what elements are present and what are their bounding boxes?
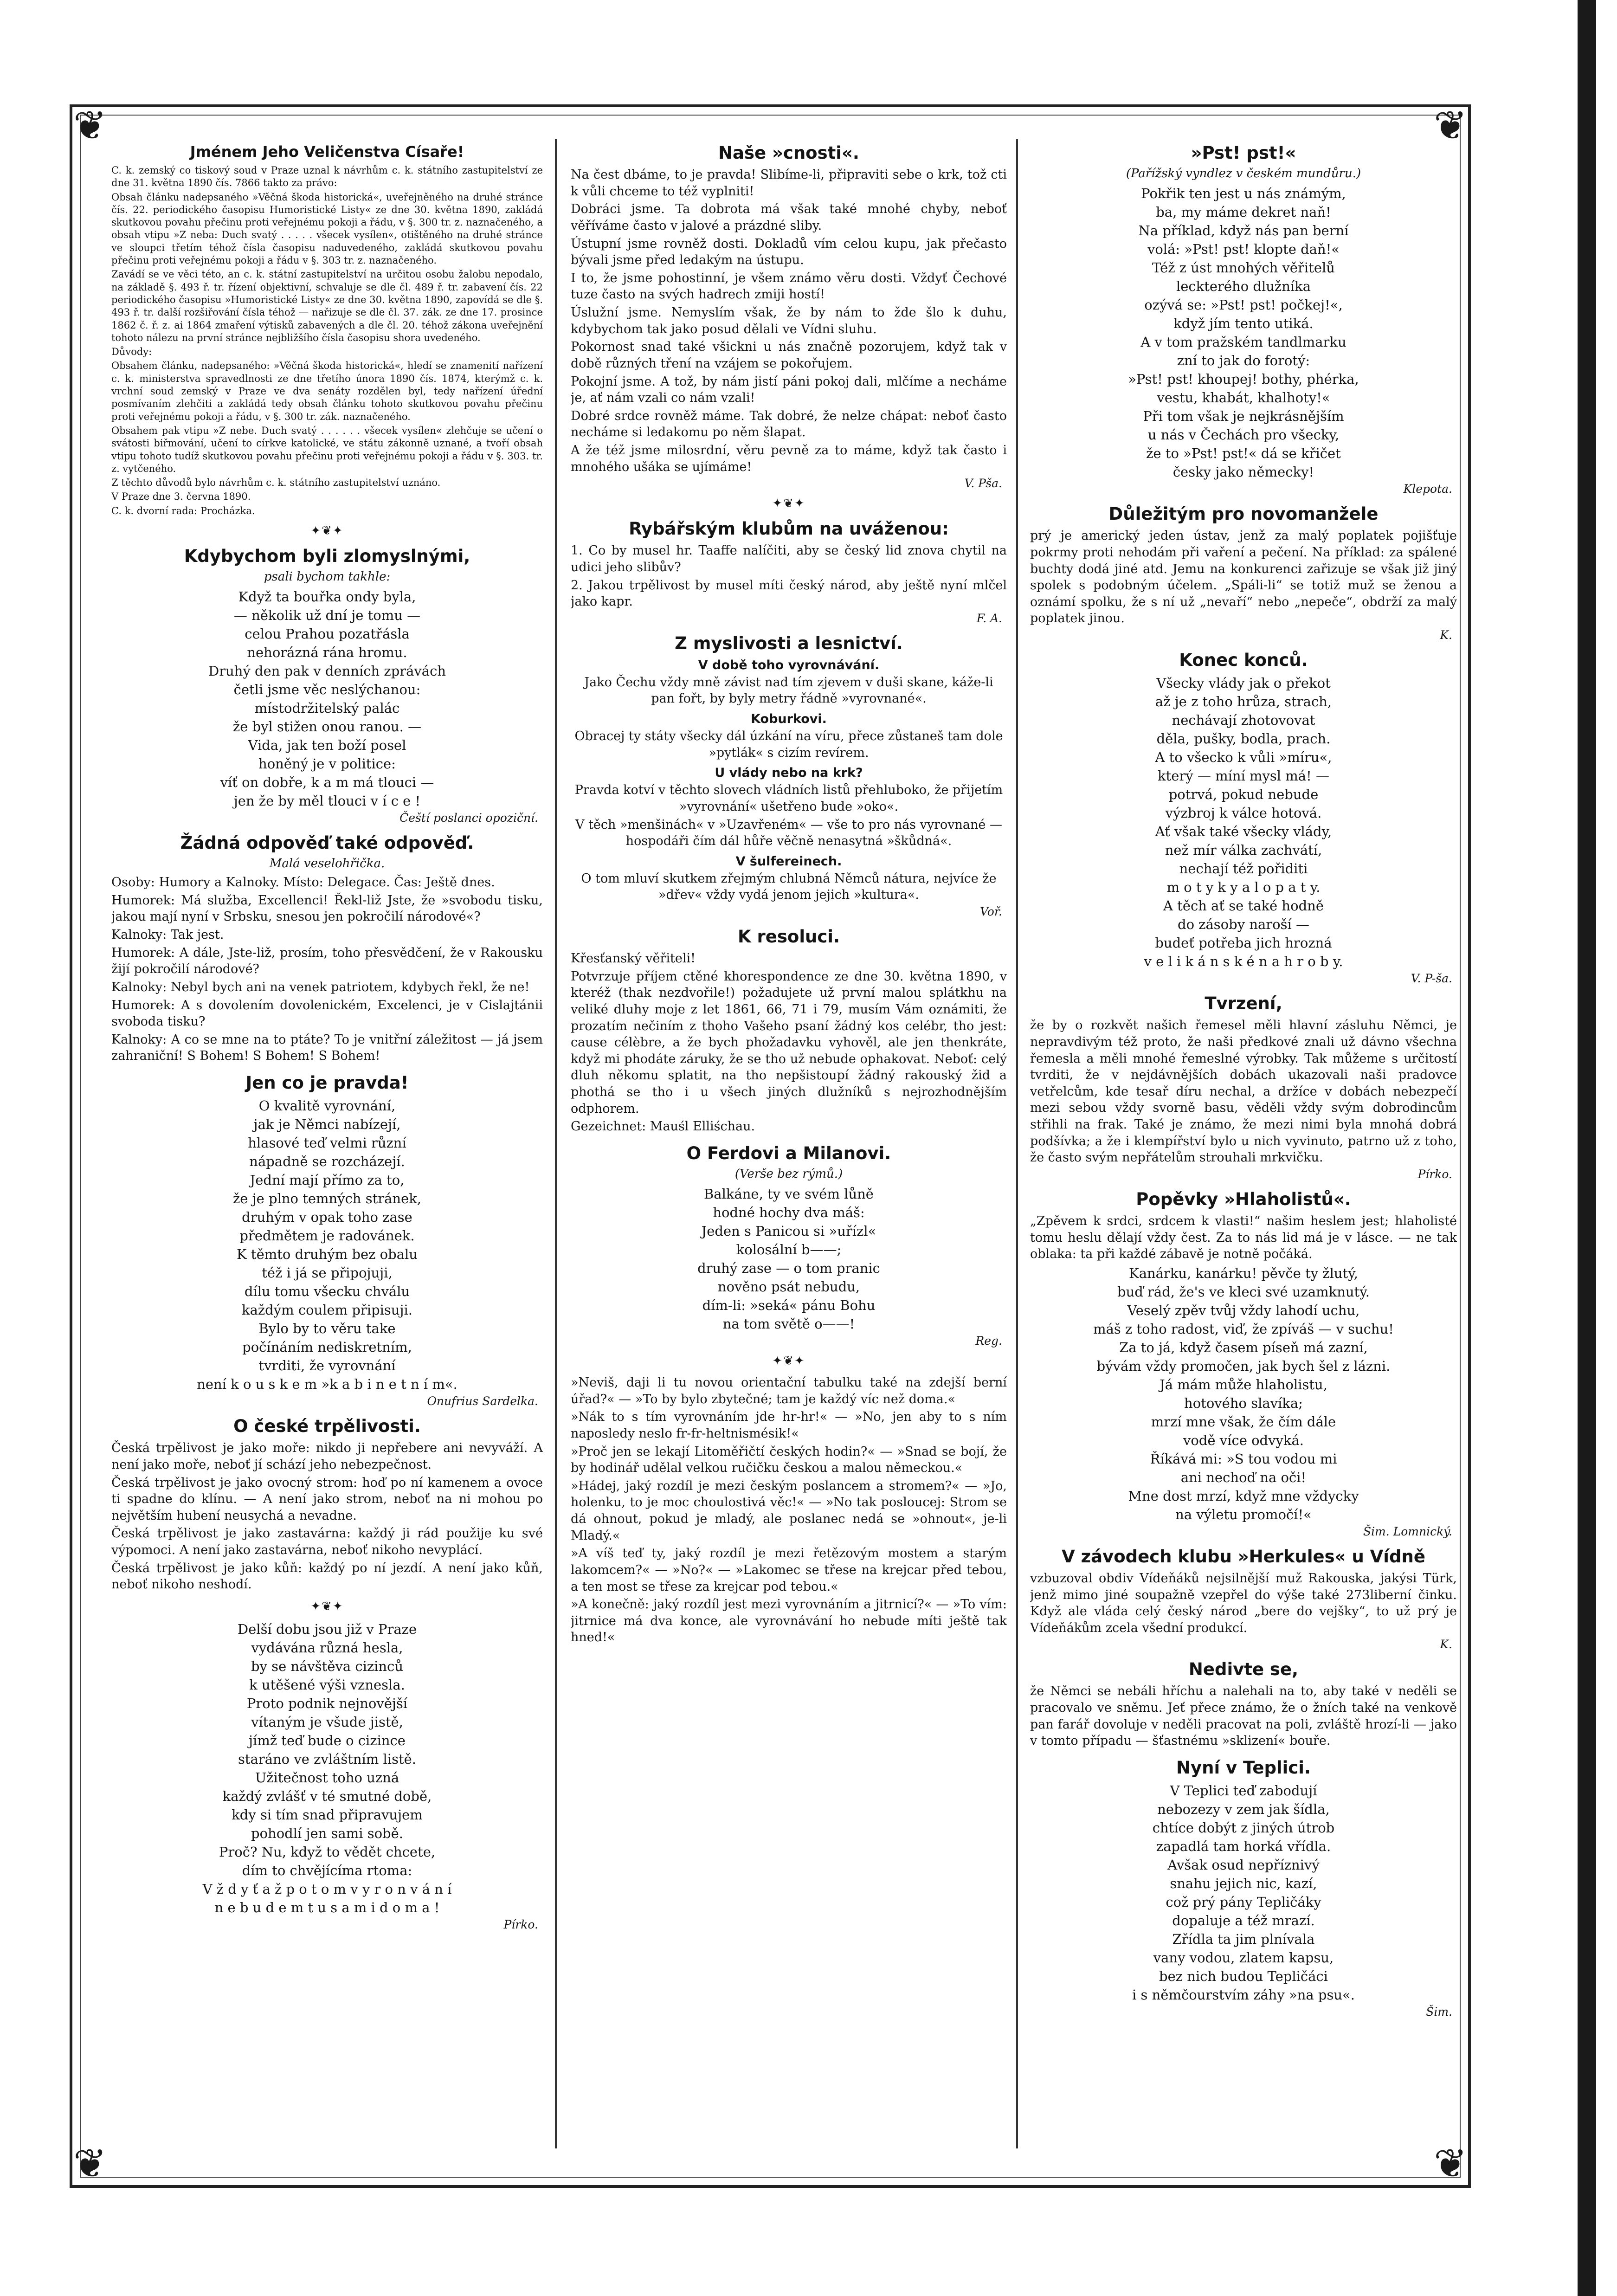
verse-line: Též z úst mnohých věřitelů	[1152, 260, 1335, 276]
article-paragraph: Česká trpělivost je jako zastavárna: každý ji rád použije ku své výpomoci. A není jako zastavárna, neboť nikoho nevyplácí.	[111, 1526, 543, 1558]
article-title: Z myslivosti a lesnictví.	[675, 633, 903, 653]
verse-line: bývám vždy promočen, jak bych šel z lázni.	[1096, 1358, 1391, 1374]
verse-line: že je plno temných stránek,	[232, 1191, 422, 1207]
article-body	[571, 542, 1007, 610]
article-title: Tvrzení,	[1205, 993, 1282, 1014]
article-signature: Šim.	[1426, 2005, 1452, 2019]
verse-paragraph: O tom mluví skutkem zřejmým chlubná Němců nátura, nejvíce že »dřev« vždy vydá jenom jejich »kultura«.	[581, 871, 997, 903]
verse-line: zapadlá tam horká vřídla.	[1156, 1838, 1331, 1855]
verse-line: leckterého dlužníka	[1176, 278, 1311, 295]
column-3	[1030, 135, 1457, 2172]
separator-ornament: ✦❦✦	[772, 1354, 805, 1368]
verse-line: honěný je v politice:	[258, 756, 396, 772]
verse-line: Já mám může hlaholistu,	[1160, 1376, 1327, 1393]
verse-line: celou Prahou pozatřásla	[245, 626, 410, 642]
verse-line: výzbroj k válce hotová.	[1165, 805, 1322, 821]
verse-line: Mne dost mrzí, když mne vždycky	[1128, 1488, 1359, 1504]
article-signature: V. Pša.	[964, 477, 1002, 490]
verse-line: Jeden s Panicou si »uřízl«	[701, 1223, 876, 1239]
verse-line: Proč? Nu, když to vědět chcete,	[219, 1844, 436, 1860]
verse-line: tvrditi, že vyrovnání	[258, 1358, 396, 1374]
article-signature: Reg.	[975, 1334, 1002, 1348]
verse-line: dím to chvějícíma rtoma:	[242, 1863, 412, 1879]
verse-line: jen že by měl tlouci v í c e !	[233, 793, 421, 809]
article-paragraph: Česká trpělivost je jako moře: nikdo ji nepřebere ani nevyváží. A není jako moře, neboť jí schází jeho nebezpečnost.	[111, 1441, 543, 1472]
verse-line: mrzí mne však, že čím dále	[1151, 1413, 1336, 1430]
corner-ornament-bottom-left: ❦	[73, 2141, 107, 2187]
verse-paragraph: Na čest dbáme, to je pravda! Slibíme-li, připraviti sebe o krk, tož cti k vůli chceme to též vyplniti!	[571, 168, 1007, 199]
verse-line: hotového slavíka;	[1184, 1395, 1303, 1411]
verse-line: buď rád, že's ve kleci své uzamknutý.	[1117, 1283, 1370, 1300]
separator-ornament: ✦❦✦	[772, 497, 805, 511]
article-paragraph: Česká trpělivost je jako kůň: každý po ní jezdí. A není jako kůň, neboť nikoho neshodí.	[111, 1561, 543, 1592]
verdict-paragraph: C. k. zemský co tiskový soud v Praze uznal k návrhům c. k. státního zastupitelství ze dne 31. května 1890 čís. 7866 takto za právo:	[111, 165, 543, 189]
verse-paragraph: A že též jsme milosrdní, věru pevně za to máme, když tak často i mnohého ušáka se ujímáme!	[571, 443, 1007, 474]
verse-line: Druhý den pak v denních zprávách	[208, 663, 446, 679]
article-signature: V. P-ša.	[1411, 972, 1452, 986]
verse-line: každý zvlášť v té smutné době,	[222, 1788, 432, 1805]
poem-verse	[571, 1185, 1007, 1333]
verse-paragraph: V těch »menšinách« v »Uzavřeném« — vše to pro nás vyrovnané — hospodáři čím dál hůře věčně nenasytná »škůdná«.	[575, 817, 1002, 849]
verse-paragraph: Jako Čechu vždy mně závist nad tím zjevem v duši skane, káže-li pan fořt, by byly metry řádně »vyrovnané«.	[584, 675, 993, 706]
verse-line: vítaným je všude jistě,	[251, 1714, 403, 1730]
verse-line: na výletu promočí!«	[1175, 1506, 1312, 1522]
verse-line: nebozezy v zem jak šídla,	[1157, 1801, 1330, 1817]
court-verdict-body	[111, 164, 543, 517]
verdict-paragraph: V Praze dne 3. června 1890.	[111, 491, 251, 503]
article-signature: Klepota.	[1403, 482, 1452, 496]
article-body	[571, 167, 1007, 475]
verse-line: Říkává mi: »S tou vodou mi	[1150, 1451, 1337, 1467]
verse-line: Za to já, když časem píseň má zazní,	[1119, 1339, 1368, 1355]
scan-edge-shadow	[1578, 0, 1596, 2296]
verse-line: Kanárku, kanárku! pěvče ty žlutý,	[1129, 1265, 1358, 1281]
poem-verse	[1030, 184, 1457, 481]
dialogue-line: Kalnoky: Nebyl bych ani na venek patriotem, kdybych řekl, že ne!	[111, 980, 530, 994]
verse-line: Bylo by to věru take	[258, 1321, 396, 1337]
corner-ornament-bottom-right: ❦	[1434, 2141, 1468, 2187]
verse-line: A těch ať se také hodně	[1163, 898, 1324, 914]
poem-verse	[1030, 1781, 1457, 2004]
joke-paragraph: »A víš teď ty, jaký rozdíl je mezi řetězovým mostem a starým lakomcem?« — »No?« — »Lakomec se třese na krejcar před tebou, a ten most se třese za krejcar pod tebou.«	[571, 1546, 1007, 1594]
article-subtitle: (Verše bez rýmů.)	[734, 1167, 843, 1181]
article-title: Rybářským klubům na uváženou:	[629, 519, 949, 539]
verse-line: Pokřik ten jest u nás známým,	[1141, 186, 1346, 201]
article-title: Naše »cnosti«.	[718, 143, 859, 163]
dialogue-body	[111, 874, 543, 1064]
verse-line: že byl stižen onou ranou. —	[232, 719, 422, 735]
article-paragraph: Křesťanský věřiteli!	[571, 951, 696, 966]
article-signature: Čeští poslanci opoziční.	[399, 811, 538, 825]
verse-line: ani nechoď na oči!	[1180, 1469, 1307, 1485]
verse-paragraph: Pokornost snad také všickni u nás značně pozorujem, když tak v době různých tření na vzájem se pokořujem.	[571, 340, 1007, 371]
article-title: V závodech klubu »Herkules« u Vídně	[1062, 1546, 1425, 1567]
verse-line: Když ta bouřka ondy byla,	[238, 589, 416, 605]
verse-line: vestu, khabát, khalhoty!«	[1157, 390, 1330, 406]
verse-line: nápadně se rozcházejí.	[249, 1154, 405, 1170]
verdict-paragraph: Obsahem článku, nadepsaného: »Věčná škoda historická«, hledí se znamenití nařízení c. k. ministerstva spravedlnosti ze dne třetího února 1890 čís. 1874, kterýmž c. k. vrchní soud zemský v Praze ve dva senáty rozdělen byl, tedy nařízení úřední posmívaním zlehčiti a zakládá tedy obsah článku tohoto skutkovou povahu přečinu proti veřejnému pokoji a řádu, v §. 300 tr. zák. naznačeného.	[111, 360, 543, 422]
poem-verse	[111, 587, 543, 810]
article-paragraph: 2. Jakou trpělivost by musel míti český národ, aby ještě nyní mlčel jako kapr.	[571, 578, 1007, 609]
article-body	[111, 1440, 543, 1593]
verdict-paragraph: Důvody:	[111, 346, 152, 358]
article-paragraph: Gezeichnet: Mauśl Elliśchau.	[571, 1119, 755, 1134]
article-title: O Ferdovi a Milanovi.	[686, 1143, 891, 1163]
verse-paragraph: Dobráci jsme. Ta dobrota má však také mnohé chyby, neboť věříváme často v jalové a prázdné sliby.	[571, 202, 1007, 233]
verse-line: jak je Němci nabízejí,	[253, 1116, 401, 1133]
article-title: Konec konců.	[1179, 650, 1308, 670]
verse-paragraph: Úslužní jsme. Nemyslím však, že by nám to žde šlo k duhu, kdybychom tak jako posud dělali ve Vídni sluhu.	[571, 305, 1007, 336]
verse-line: na tom světě o——!	[722, 1316, 855, 1332]
dialogue-line: Humorek: A s dovolením dovolenickém, Excelenci, je v Cislajtánii svoboda tisku?	[111, 998, 543, 1029]
verse-line: česky jako německy!	[1172, 464, 1314, 480]
verse-line: A to všecko k vůli »míru«,	[1155, 749, 1332, 766]
verse-line: by se návštěva cizinců	[251, 1658, 404, 1674]
verse-line: ba, my máme dekret naň!	[1156, 204, 1331, 220]
article-paragraph: 1. Co by musel hr. Taaffe nalíčiti, aby se český lid znova chytil na udici jeho slibův?	[571, 543, 1007, 574]
article-title: Kdybychom byli zlomyslnými,	[184, 546, 470, 567]
verse-line: A v tom pražském tandlmarku	[1140, 334, 1346, 350]
verse-paragraph: Pokojní jsme. A tož, by nám jistí páni pokoj dali, mlčíme a necháme je, ať nám vzali co nám vzali!	[571, 374, 1007, 406]
dialogue-line: Humorek: Má služba, Excellenci! Řekl-liž Jste, že »svobodu tisku, jakou mají nyní v Srbsku, snesou jen pokročilí národové«?	[111, 893, 543, 924]
verse-line: Zřídla ta jim plnívala	[1172, 1931, 1315, 1948]
verdict-paragraph: Zavádí se ve věci této, an c. k. státní zastupitelství na určitou osobu žalobu nepodalo, na základě §. 493 ř. tr. řízení objektivní, schvaluje se dle čl. 489 ř. tr. zabavení čís. 22 periodického časopisu »Humoristické Listy« ze dne 30. května 1890, zapovídá se dle §. 493 ř. tr. další rozšiřování čísla téhož — nařizuje se dle čl. 37. zák. ze dne 17. prosince 1862 č. ř. z. ai 1864 zmaření výtisků zabavených a dle čl. 20. téhož zákona uveřejnění tohoto nálezu na první stránce nejbližšího čísla časopisu shora uvedeného.	[111, 269, 543, 343]
verse-line: — několik už dní je tomu —	[233, 607, 421, 624]
verse-line: Při tom však je nejkrásnějším	[1143, 408, 1344, 425]
article-paragraph: Česká trpělivost je jako ovocný strom: hoď po ní kamenem a ovoce ti spadne do klínu. — A není jako strom, neboť na ni mohou po největším hubení neusychá a nevadne.	[111, 1475, 543, 1523]
verse-line: kolosální b——;	[736, 1241, 842, 1258]
article-body	[571, 950, 1007, 1135]
verse-line: což prý pány Tepličáky	[1166, 1894, 1321, 1910]
verse-line: vydávána různá hesla,	[251, 1639, 403, 1656]
article-title: Nedivte se,	[1188, 1659, 1299, 1680]
dialogue-line: Kalnoky: A co se mne na to ptáte? To je vnitřní záležitost — já jsem zahraniční! S Bohem! S Bohem! S Bohem!	[111, 1032, 543, 1064]
column-divider-1	[555, 139, 557, 2148]
joke-paragraph: »Nák to s tím vyrovnáním jde hr-hr!« — »No, jen aby to s ním naposledy neslo fr-fr-heltnismésik!«	[571, 1410, 1007, 1441]
verse-line: Proto podnik nejnovější	[246, 1696, 408, 1712]
verse-line: počínáním nediskretním,	[242, 1339, 412, 1355]
article-signature: F. A.	[976, 611, 1002, 625]
verse-paragraph: Ústupní jsme rovněž dosti. Dokladů vím celou kupu, jak přečasto bývali jsme před ledakým na ústupu.	[571, 236, 1007, 268]
joke-paragraph: »A konečně: jaký rozdíl jest mezi vyrovnáním a jitrnicí?« — »To vím: jitrnice má dva konce, ale vyrovnávání ho nebude míti ještě tak hned!«	[571, 1597, 1007, 1645]
verse-line: hlasové teď velmi různí	[248, 1135, 406, 1151]
corner-ornament-top-left: ❦	[73, 103, 107, 149]
article-subtitle: Malá veselohřička.	[269, 857, 385, 871]
verse-line: O kvalitě vyrovnání,	[258, 1098, 396, 1114]
corner-ornament-top-right: ❦	[1434, 103, 1468, 149]
verse-line: staráno ve zvláštním listě.	[238, 1751, 416, 1767]
article-title: Nyní v Teplici.	[1176, 1757, 1311, 1778]
verse-line: snahu jejich nic, kazí,	[1170, 1876, 1317, 1892]
verse-line: V ž d y ť a ž p o t o m v y r o n v á n í	[202, 1881, 452, 1897]
verse-line: chtíce dobýt z jiných útrob	[1152, 1820, 1335, 1836]
verse-line: též i já se připojuji,	[262, 1265, 393, 1281]
verse-line: Na příklad, když nás pan berní	[1138, 223, 1349, 239]
article-signature: Onufrius Sardelka.	[427, 1394, 538, 1408]
article-paragraph: Potvrzuje příjem ctěné khorespondence ze dne 30. května 1890, v kteréž (thak nezdvořile!) požadujete už první malou splátkhu na veliké dluhy moje z let 1861, 66, 71 i 79, musím Vám oznámiti, že prozatím nečiním z thoho Vašeho psaní žádný kos celébr, tho jest: cause célèbre, a že bych phožadavku vyhověl, ale jen thenkráte, když mi phodáte záruky, že se tho už nebude ophakovat. Neboť: celý dluh někomu splatit, na tho nepšistoupí žádný rakouský žid a phothá se tho i u všech jiných dlužníků s nejrozhodnějším odphorem.	[571, 969, 1007, 1116]
verse-line: i s němčourstvím záhy »na psu«.	[1132, 1987, 1355, 2003]
verse-line: Avšak osud nepříznivý	[1167, 1857, 1320, 1873]
verse-line: dím-li: »seká« pánu Bohu	[702, 1297, 876, 1313]
dialogue-line: Kalnoky: Tak jest.	[111, 928, 224, 942]
section-subheading: V době toho vyrovnávání.	[698, 658, 880, 672]
verse-line: m o t y k y a l o p a t y.	[1166, 879, 1321, 896]
verse-line: V Teplici teď zabodují	[1170, 1782, 1317, 1799]
verse-line: Balkáne, ty ve svém lůně	[704, 1186, 874, 1202]
verse-line: Delší dobu jsou již v Praze	[237, 1621, 417, 1637]
verse-line: nechávají zhotovovat	[1172, 712, 1315, 729]
verse-line: Vida, jak ten boží posel	[248, 737, 406, 754]
verse-line: n e b u d e m t u s a m i d o m a !	[214, 1900, 440, 1916]
verse-line: do zásoby naroší —	[1178, 916, 1309, 933]
article-paragraph: že Němci se nebáli hříchu a nalehali na to, aby také v neděli se pracovalo ve sněmu. Jeť přece známo, že o žních také na venkově pan farář dovoluje v neděli pracovat na poli, zvláště hrozí-li — jako v tomto případu — šťastnému »sklizení« bouře.	[1030, 1684, 1457, 1748]
article-paragraph: vzbuzoval obdiv Vídeňáků nejsilnější muž Rakouska, jakýsi Türk, jenž mimo jiné soupažně vzepřel do výše také 273liberní činku. Když ale vláda celý český národ „bere do vejšky“, to už prý je Vídeňákům zcela všední produkcí.	[1030, 1571, 1457, 1635]
article-subtitle: psali bychom takhle:	[264, 570, 391, 584]
verse-line: nověno psát nebudu,	[717, 1278, 860, 1295]
verse-line: bez nich budou Tepličáci	[1159, 1968, 1328, 1985]
verse-line: každým coulem připisuji.	[242, 1302, 412, 1318]
verse-line: druhým v opak toho zase	[242, 1209, 412, 1225]
verse-line: pohodlí jen sami sobě.	[251, 1825, 403, 1842]
verse-paragraph: Pravda kotví v těchto slovech vládních listů přehluboko, že přijetím »vyrovnání« ušetřeno bude »oko«.	[574, 783, 1003, 814]
jokes-body	[571, 1374, 1007, 1646]
separator-ornament: ✦❦✦	[310, 1599, 344, 1613]
poem-verse	[1030, 1264, 1457, 1375]
verse-line: vany vodou, zlatem kapsu,	[1153, 1950, 1334, 1966]
article-signature: Šim. Lomnický.	[1363, 1524, 1452, 1538]
verdict-paragraph: Z těchto důvodů bylo návrhům c. k. státního zastupitelství uznáno.	[111, 477, 441, 489]
verse-line: víť on dobře, k a m má tlouci —	[220, 774, 434, 791]
verse-line: v e l i k á n s k é n a h r o b y.	[1144, 954, 1343, 970]
article-title: O české trpělivosti.	[233, 1416, 421, 1437]
verse-line: není k o u s k e m »k a b i n e t n í m«.	[197, 1376, 457, 1393]
column-2	[571, 135, 1007, 2172]
verse-line: budeť potřeba jich hrozná	[1155, 935, 1332, 951]
verse-paragraph: Obracej ty státy všecky dál úzkání na víru, přece zůstaneš tam dole »pytlák« s cizím revírem.	[574, 729, 1003, 760]
article-paragraph: že by o rozkvět našich řemesel měli hlavní zásluhu Němci, je nepravdivým též proto, že naši předkové znali už dávno všechna řemesla a měli mnohé řemeslné výrobky. Tak můžeme s určitostí tvrditi, že v nejdávnějších dobách ukazovali naši pradovce vetřelcům, kde tesař díru nechal, a držíce v dobách nebezpečí mezi sebou vždy svorně basu, věděli vždy svým dobrodincům střihli na frak. Také je známo, že mezi nimi byla mnohá dobrá podšívka; a že i klempířství bylo u nich vyvinuto, patrno už z toho, že často svým nepřátelům strouhali mrkvičku.	[1030, 1018, 1457, 1165]
verse-line: dopaluje a též mrazí.	[1172, 1913, 1315, 1929]
verse-line: vodě více odvyká.	[1183, 1432, 1304, 1448]
article-signature: K.	[1440, 628, 1452, 642]
verse-line: ozývá se: »Pst! pst! počkej!«,	[1144, 297, 1343, 313]
column-1	[111, 135, 543, 2172]
verse-line: nehorázná rána hromu.	[247, 645, 407, 661]
verse-line: Užitečnost toho uzná	[255, 1770, 399, 1786]
poem-verse	[111, 1620, 543, 1917]
verse-line: až je z toho hrůza, strach,	[1155, 694, 1332, 710]
verse-line: nechají též pořiditi	[1179, 861, 1308, 877]
article-paragraph: „Zpěvem k srdci, srdcem k vlasti!“ našim heslem jest; hlaholisté tomu heslu dělají vždy čest. Za to nás lid má je v lásce. — ne tak oblaka: ta při každé zábavě je notně počáká.	[1030, 1213, 1457, 1262]
verse-line: Ať však také všecky vlády,	[1155, 824, 1332, 840]
verdict-paragraph: Obsahem pak vtipu »Z nebe. Duch svatý . . . . . . všecek vysílen« zlehčuje se učení o svátosti biřmování, učení to církve katolické, ve státu zákonně uznané, a tvoří obsah vtipu tohoto tudíž skutkovou povahu přečinu proti veřejnému pokoji a řádu v §. 303. tr. z. vytčeného.	[111, 425, 543, 474]
verse-line: Veselý zpěv tvůj vždy lahodí uchu,	[1127, 1302, 1360, 1318]
verse-line: zní to jak do forotý:	[1177, 353, 1310, 369]
verse-line: který — míní mysl má! —	[1158, 768, 1329, 784]
verse-line: místodržitelský palác	[254, 700, 400, 716]
verse-line: máš z toho radost, viď, že zpíváš — v suchu!	[1093, 1321, 1394, 1337]
verse-line: K těmto druhým bez obalu	[237, 1246, 418, 1263]
verse-line: hodné hochy dva máš:	[713, 1204, 865, 1220]
poem-verse	[1030, 674, 1457, 971]
joke-paragraph: »Proč jen se lekají Litoměřičtí českých hodin?« — »Snad se bojí, že by hodinář udělal velkou ručičku českou a malou německou.«	[571, 1444, 1007, 1476]
verse-line: než mír válka zachvátí,	[1165, 842, 1322, 858]
dialogue-line: Osoby: Humory a Kalnoky. Místo: Delegace. Čas: Ještě dnes.	[111, 875, 495, 890]
article-title: K resoluci.	[737, 927, 840, 947]
verdict-paragraph: C. k. dvorní rada: Procházka.	[111, 505, 255, 516]
section-subheading: V šulfereinech.	[735, 854, 842, 869]
verse-line: druhý zase — o tom pranic	[697, 1260, 880, 1276]
poem-verse	[1030, 1375, 1457, 1524]
article-signature: K.	[1440, 1638, 1452, 1651]
verse-line: četli jsme věc neslýchanou:	[233, 682, 421, 698]
verse-line: »Pst! pst! khoupej! bothy, phérka,	[1128, 371, 1359, 387]
verse-line: volá: »Pst! pst! klopte daň!«	[1147, 241, 1340, 258]
verse-line: Jední mají přímo za to,	[250, 1172, 405, 1188]
section-subheading: U vlády nebo na krk?	[715, 766, 863, 780]
verse-line: když jím tento utiká.	[1173, 316, 1314, 332]
dialogue-line: Humorek: A dále, Jste-liž, prosím, toho přesvědčení, že v Rakousku žijí pokročilí národové?	[111, 945, 543, 977]
verse-line: že to »Pst! pst!« dá se křičet	[1146, 445, 1341, 462]
verse-paragraph: Dobré srdce rovněž máme. Tak dobré, že nelze chápat: neboť často necháme si ledakomu po něm šlapat.	[571, 408, 1007, 440]
article-title: Popěvky »Hlaholistů«.	[1136, 1189, 1351, 1209]
section-subheading: Koburkovi.	[751, 712, 827, 726]
article-title: Žádná odpověď také odpověď.	[180, 833, 474, 853]
verse-line: potrvá, pokud nebude	[1168, 787, 1319, 803]
verse-line: u nás v Čechách pro všecky,	[1147, 427, 1340, 443]
court-verdict-title: Jménem Jeho Veličenstva Císaře!	[190, 143, 464, 161]
article-title: Jen co je pravda!	[245, 1073, 409, 1093]
article-subtitle: (Pařížský vyndlez v českém mundůru.)	[1126, 167, 1361, 181]
verse-line: děla, pušky, bodla, prach.	[1156, 731, 1331, 747]
verse-line: dílu tomu všecku chválu	[244, 1283, 410, 1300]
article-paragraph: prý je americký jeden ústav, jenž za malý poplatek pojišťuje pokrmy proti nehodám při vaření a pečení. Na příklad: za spálené buchty dodá jiné atd. Jemu na konkurenci zařizuje se však již jiný spolek s podobným účelem. „Spáli-li“ se totiž muž se ženou a oznámí spolku, že s ní už „nevaří“ nebo „nepeče“, obdrží za malý poplatek jinou.	[1030, 529, 1457, 626]
verse-line: kdy si tím snad připravujem	[232, 1807, 423, 1823]
article-signature: Pírko.	[1417, 1167, 1452, 1181]
article-title: »Pst! pst!«	[1191, 143, 1296, 163]
verse-paragraph: I to, že jsme pohostinní, je všem známo věru dosti. Vždyť Čechové tuze často na svých hadrech zmiji hostí!	[571, 271, 1007, 302]
verse-line: Všecky vlády jak o překot	[1156, 675, 1331, 691]
joke-paragraph: »Neviš, daji li tu novou orientační tabulku také na zdejší berní úřad?« — »To by bylo zbytečné; tam je každý víc než doma.«	[571, 1375, 1007, 1406]
verdict-paragraph: Obsah článku nadepsaného »Věčná škoda historická«, uveřejněného na druhé stránce čís. 22. periodického časopisu Humoristické Listy« ze dne 30. května 1890, zakládá skutkovou povahu přečinu proti veřejnému pokoji a řádu, v §. 300 tr. z. naznačeného, a obsah vtipu »Z neba: Duch svatý . . . . . všecek vysílen«, otištěného na druhé stránce ve sloupci třetím téhož čísla časopisu naduvedeného, zakládá skutkovou povahu přečinu proti veřejnému pokoji a řádu v §. 303 tr. z. naznačeného.	[111, 191, 543, 266]
separator-ornament: ✦❦✦	[310, 524, 344, 538]
verse-line: předmětem je radovánek.	[239, 1228, 415, 1244]
article-signature: Voř.	[980, 905, 1002, 918]
poem-verse	[111, 1096, 543, 1393]
article-title: Důležitým pro novomanžele	[1108, 504, 1379, 524]
column-divider-2	[1016, 139, 1018, 2148]
article-signature: Pírko.	[503, 1918, 538, 1932]
verse-line: k utěšené výši vznesla.	[249, 1677, 405, 1693]
joke-paragraph: »Hádej, jaký rozdíl je mezi českým poslancem a stromem?« — »Jo, holenku, to je moc choulostivá věc!« — »No tak posloucej: Strom se dá ohnout, pokud je mladý, ale poslanec nedá se »ohnout«, je-li Mladý.«	[571, 1478, 1007, 1543]
verse-line: jímž teď bude o cizince	[249, 1733, 406, 1749]
